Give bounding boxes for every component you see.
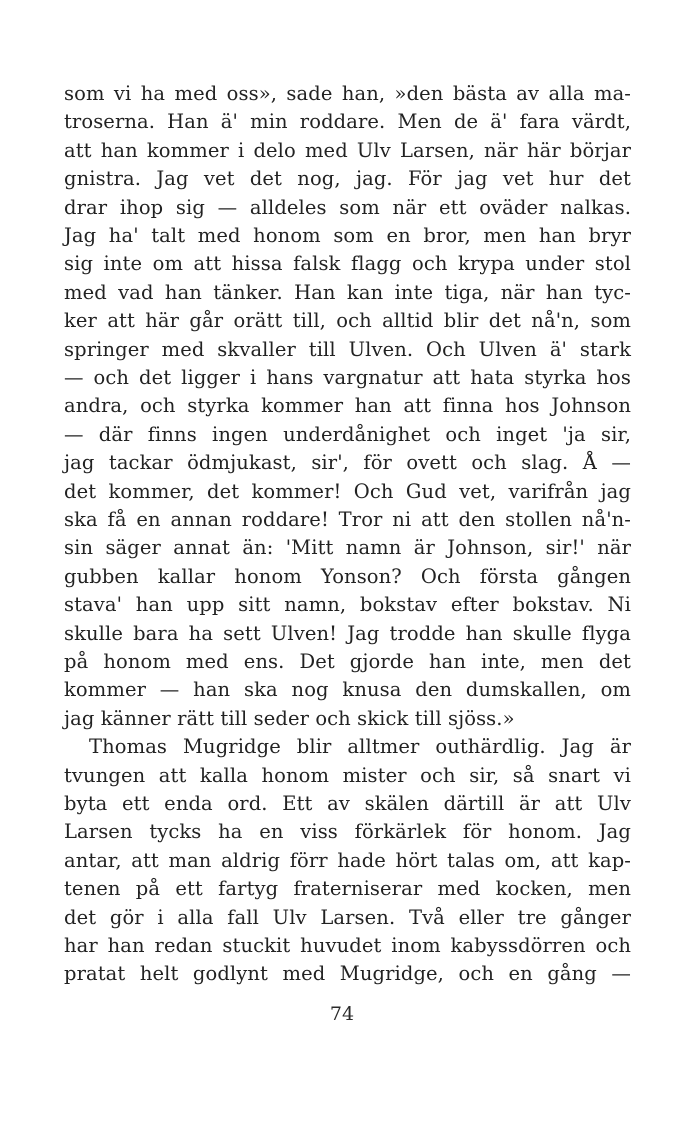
text-line: ska få en annan roddare! Tror ni att den stollen nå'n- bbox=[64, 508, 631, 531]
text-line: det gör i alla fall Ulv Larsen. Två eller tre gånger bbox=[64, 905, 631, 929]
text-line: har han redan stuckit huvudet inom kabyssdörren och bbox=[64, 934, 631, 957]
text-line-paragraph-start: Thomas Mugridge blir alltmer outhärdlig. Jag är bbox=[89, 735, 631, 759]
text-line: jag tackar ödmjukast, sir', för ovett och slag. Å — bbox=[64, 451, 631, 475]
page-number: 74 bbox=[329, 1003, 355, 1025]
text-line: på honom med ens. Det gjorde han inte, men det bbox=[64, 650, 631, 673]
text-line: sin säger annat än: 'Mitt namn är Johnson, sir!' när bbox=[64, 536, 631, 560]
text-line: gubben kallar honom Yonson? Och första gången bbox=[64, 564, 631, 588]
text-line: det kommer, det kommer! Och Gud vet, varifrån jag bbox=[64, 479, 631, 503]
text-line: Larsen tycks ha en viss förkärlek för honom. Jag bbox=[64, 820, 631, 844]
text-line: byta ett enda ord. Ett av skälen därtill är att Ulv bbox=[64, 792, 631, 815]
text-line: antar, att man aldrig förr hade hört talas om, att kap- bbox=[64, 848, 631, 872]
text-line: stava' han upp sitt namn, bokstav efter bokstav. Ni bbox=[64, 593, 631, 617]
text-line: — och det ligger i hans vargnatur att hata styrka hos bbox=[64, 366, 631, 389]
text-line: skulle bara ha sett Ulven! Jag trodde han skulle flyga bbox=[64, 621, 631, 645]
text-line-paragraph-end: jag känner rätt till seder och skick till sjöss.» bbox=[64, 706, 515, 730]
text-line: andra, och styrka kommer han att finna hos Johnson bbox=[64, 394, 631, 418]
text-line: gnistra. Jag vet det nog, jag. För jag vet hur det bbox=[64, 167, 631, 191]
text-line: kommer — han ska nog knusa den dumskallen, om bbox=[64, 678, 631, 702]
text-line: tvungen att kalla honom mister och sir, så snart vi bbox=[64, 763, 631, 787]
text-line: med vad han tänker. Han kan inte tiga, när han tyc- bbox=[64, 280, 631, 304]
text-line: som vi ha med oss», sade han, »den bästa av alla ma- bbox=[64, 82, 631, 105]
text-line: drar ihop sig — alldeles som när ett oväder nalkas. bbox=[64, 195, 631, 219]
text-line: sig inte om att hissa falsk flagg och krypa under stol bbox=[64, 252, 631, 276]
text-line: springer med skvaller till Ulven. Och Ulven ä' stark bbox=[64, 337, 631, 361]
text-line: ker att här går orätt till, och alltid blir det nå'n, som bbox=[64, 309, 631, 333]
text-line: tenen på ett fartyg fraterniserar med kocken, men bbox=[64, 877, 631, 901]
text-line: — där finns ingen underdånighet och inget 'ja sir, bbox=[64, 422, 631, 446]
text-line: pratat helt godlynt med Mugridge, och en gång — bbox=[64, 962, 631, 986]
text-line: troserna. Han ä' min roddare. Men de ä' fara värdt, bbox=[64, 110, 631, 134]
text-line: Jag ha' talt med honom som en bror, men han bryr bbox=[64, 224, 631, 247]
text-line: att han kommer i delo med Ulv Larsen, när här börjar bbox=[64, 138, 631, 162]
